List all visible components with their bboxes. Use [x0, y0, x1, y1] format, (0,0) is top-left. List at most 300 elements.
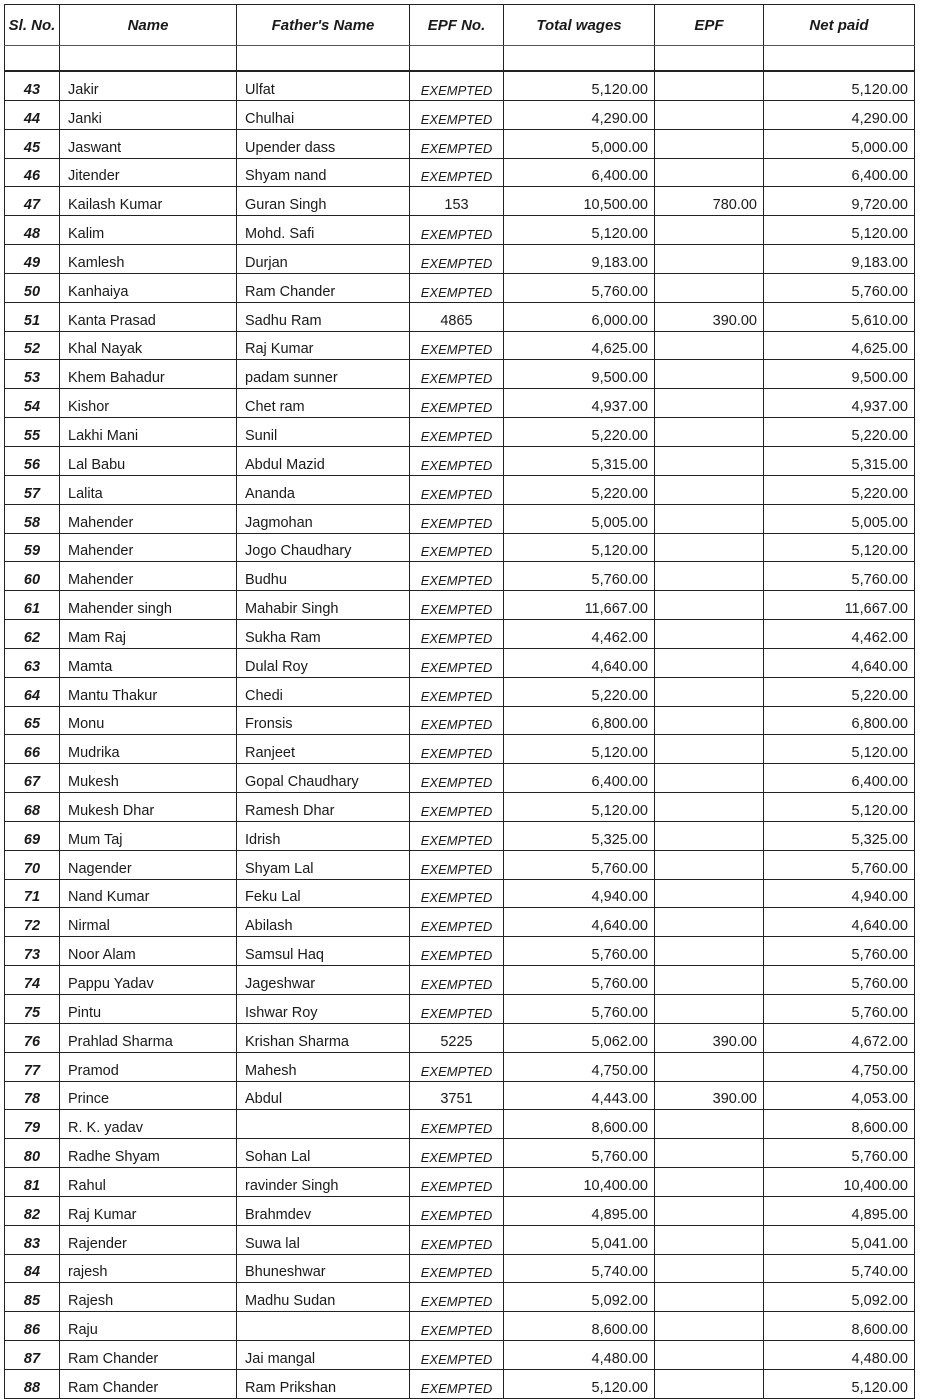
sl-no-cell: 67	[5, 764, 60, 793]
fathers-name-cell: Fronsis	[237, 706, 410, 735]
name-cell: Khem Bahadur	[60, 360, 237, 389]
total-wages-cell: 4,640.00	[504, 908, 655, 937]
table-row	[5, 562, 915, 591]
name-cell: Mantu Thakur	[60, 677, 237, 706]
fathers-name-cell: Ishwar Roy	[237, 995, 410, 1024]
fathers-name-cell: Idrish	[237, 821, 410, 850]
sl-no-cell: 73	[5, 937, 60, 966]
name-cell: Jitender	[60, 158, 237, 187]
epf-no-cell: EXEMPTED	[410, 245, 504, 274]
net-paid-cell: 4,750.00	[764, 1052, 915, 1081]
fathers-name-cell: Abdul	[237, 1081, 410, 1110]
sl-no-cell: 85	[5, 1283, 60, 1312]
epf-cell	[655, 129, 764, 158]
epf-cell	[655, 677, 764, 706]
table-row	[5, 360, 915, 389]
net-paid-cell: 5,760.00	[764, 937, 915, 966]
epf-no-cell: 153	[410, 187, 504, 216]
sl-no-cell: 70	[5, 850, 60, 879]
epf-cell	[655, 1168, 764, 1197]
fathers-name-cell: Ramesh Dhar	[237, 793, 410, 822]
table-row	[5, 821, 915, 850]
net-paid-cell: 5,000.00	[764, 129, 915, 158]
fathers-name-cell: Upender dass	[237, 129, 410, 158]
wages-table	[4, 4, 915, 1399]
fathers-name-cell: Jageshwar	[237, 966, 410, 995]
table-header	[5, 5, 915, 72]
total-wages-cell: 6,400.00	[504, 764, 655, 793]
net-paid-cell: 5,760.00	[764, 562, 915, 591]
sl-no-cell: 51	[5, 302, 60, 331]
epf-no-cell: EXEMPTED	[410, 793, 504, 822]
total-wages-cell: 8,600.00	[504, 1312, 655, 1341]
net-paid-cell: 4,640.00	[764, 908, 915, 937]
fathers-name-cell: Shyam Lal	[237, 850, 410, 879]
total-wages-cell: 5,760.00	[504, 273, 655, 302]
total-wages-cell: 5,000.00	[504, 129, 655, 158]
header-fathers-name: Father's Name	[237, 5, 410, 46]
name-cell: Mukesh Dhar	[60, 793, 237, 822]
net-paid-cell: 4,672.00	[764, 1023, 915, 1052]
net-paid-cell: 10,400.00	[764, 1168, 915, 1197]
table-row	[5, 764, 915, 793]
epf-cell	[655, 100, 764, 129]
net-paid-cell: 5,740.00	[764, 1254, 915, 1283]
epf-no-cell: EXEMPTED	[410, 620, 504, 649]
name-cell: Prahlad Sharma	[60, 1023, 237, 1052]
table-row	[5, 302, 915, 331]
sl-no-cell: 59	[5, 533, 60, 562]
sl-no-cell: 76	[5, 1023, 60, 1052]
net-paid-cell: 6,400.00	[764, 764, 915, 793]
fathers-name-cell: Abilash	[237, 908, 410, 937]
name-cell: Mahender	[60, 504, 237, 533]
table-row	[5, 71, 915, 100]
sl-no-cell: 58	[5, 504, 60, 533]
table-row	[5, 966, 915, 995]
sl-no-cell: 66	[5, 735, 60, 764]
name-cell: Jaswant	[60, 129, 237, 158]
sl-no-cell: 80	[5, 1139, 60, 1168]
table-row	[5, 245, 915, 274]
total-wages-cell: 5,120.00	[504, 533, 655, 562]
fathers-name-cell: Mahesh	[237, 1052, 410, 1081]
net-paid-cell: 4,940.00	[764, 879, 915, 908]
name-cell: Kishor	[60, 389, 237, 418]
net-paid-cell: 5,092.00	[764, 1283, 915, 1312]
epf-no-cell: EXEMPTED	[410, 360, 504, 389]
total-wages-cell: 5,005.00	[504, 504, 655, 533]
epf-no-cell: EXEMPTED	[410, 1052, 504, 1081]
total-wages-cell: 11,667.00	[504, 591, 655, 620]
total-wages-cell: 4,625.00	[504, 331, 655, 360]
epf-no-cell: EXEMPTED	[410, 706, 504, 735]
epf-cell	[655, 620, 764, 649]
table-row	[5, 1369, 915, 1398]
table-row	[5, 1341, 915, 1370]
epf-cell	[655, 591, 764, 620]
total-wages-cell: 5,120.00	[504, 216, 655, 245]
epf-no-cell: EXEMPTED	[410, 418, 504, 447]
table-row	[5, 677, 915, 706]
table-row	[5, 995, 915, 1024]
fathers-name-cell: Abdul Mazid	[237, 446, 410, 475]
sl-no-cell: 79	[5, 1110, 60, 1139]
table-row	[5, 1312, 915, 1341]
name-cell: Rahul	[60, 1168, 237, 1197]
fathers-name-cell: Jogo Chaudhary	[237, 533, 410, 562]
net-paid-cell: 5,041.00	[764, 1225, 915, 1254]
net-paid-cell: 5,760.00	[764, 995, 915, 1024]
sl-no-cell: 69	[5, 821, 60, 850]
name-cell: Mam Raj	[60, 620, 237, 649]
header-epf: EPF	[655, 5, 764, 46]
total-wages-cell: 10,500.00	[504, 187, 655, 216]
table-row	[5, 591, 915, 620]
epf-cell	[655, 735, 764, 764]
name-cell: Mahender	[60, 562, 237, 591]
epf-cell	[655, 850, 764, 879]
total-wages-cell: 4,290.00	[504, 100, 655, 129]
table-row	[5, 648, 915, 677]
net-paid-cell: 5,760.00	[764, 273, 915, 302]
epf-no-cell: EXEMPTED	[410, 71, 504, 100]
fathers-name-cell: Sukha Ram	[237, 620, 410, 649]
table-row	[5, 331, 915, 360]
epf-cell	[655, 360, 764, 389]
fathers-name-cell: Suwa lal	[237, 1225, 410, 1254]
total-wages-cell: 5,092.00	[504, 1283, 655, 1312]
epf-no-cell: EXEMPTED	[410, 764, 504, 793]
epf-no-cell: EXEMPTED	[410, 216, 504, 245]
table-row	[5, 1225, 915, 1254]
fathers-name-cell: Sohan Lal	[237, 1139, 410, 1168]
table-row	[5, 158, 915, 187]
epf-no-cell: EXEMPTED	[410, 648, 504, 677]
epf-no-cell: EXEMPTED	[410, 1254, 504, 1283]
sl-no-cell: 47	[5, 187, 60, 216]
total-wages-cell: 4,480.00	[504, 1341, 655, 1370]
sl-no-cell: 64	[5, 677, 60, 706]
epf-cell	[655, 331, 764, 360]
name-cell: Kanhaiya	[60, 273, 237, 302]
sl-no-cell: 56	[5, 446, 60, 475]
epf-no-cell: EXEMPTED	[410, 591, 504, 620]
fathers-name-cell: ravinder Singh	[237, 1168, 410, 1197]
total-wages-cell: 5,120.00	[504, 735, 655, 764]
sl-no-cell: 49	[5, 245, 60, 274]
fathers-name-cell: Mahabir Singh	[237, 591, 410, 620]
total-wages-cell: 5,062.00	[504, 1023, 655, 1052]
epf-no-cell: EXEMPTED	[410, 850, 504, 879]
name-cell: Lalita	[60, 475, 237, 504]
fathers-name-cell: Krishan Sharma	[237, 1023, 410, 1052]
net-paid-cell: 8,600.00	[764, 1110, 915, 1139]
total-wages-cell: 4,750.00	[504, 1052, 655, 1081]
name-cell: R. K. yadav	[60, 1110, 237, 1139]
table-row	[5, 1196, 915, 1225]
total-wages-cell: 4,443.00	[504, 1081, 655, 1110]
header-epf-no: EPF No.	[410, 5, 504, 46]
net-paid-cell: 5,120.00	[764, 735, 915, 764]
epf-cell	[655, 1110, 764, 1139]
epf-cell	[655, 562, 764, 591]
sl-no-cell: 83	[5, 1225, 60, 1254]
epf-no-cell: EXEMPTED	[410, 129, 504, 158]
table-row	[5, 850, 915, 879]
sl-no-cell: 57	[5, 475, 60, 504]
epf-cell	[655, 1052, 764, 1081]
fathers-name-cell: Madhu Sudan	[237, 1283, 410, 1312]
epf-cell	[655, 1341, 764, 1370]
epf-cell	[655, 793, 764, 822]
fathers-name-cell	[237, 1110, 410, 1139]
total-wages-cell: 5,315.00	[504, 446, 655, 475]
sl-no-cell: 45	[5, 129, 60, 158]
net-paid-cell: 4,625.00	[764, 331, 915, 360]
epf-cell	[655, 648, 764, 677]
epf-cell: 390.00	[655, 1023, 764, 1052]
table-row	[5, 793, 915, 822]
epf-no-cell: EXEMPTED	[410, 158, 504, 187]
table-row	[5, 1254, 915, 1283]
total-wages-cell: 5,760.00	[504, 850, 655, 879]
net-paid-cell: 5,220.00	[764, 677, 915, 706]
net-paid-cell: 5,325.00	[764, 821, 915, 850]
epf-cell	[655, 1312, 764, 1341]
net-paid-cell: 9,720.00	[764, 187, 915, 216]
epf-cell	[655, 475, 764, 504]
net-paid-cell: 5,760.00	[764, 850, 915, 879]
sl-no-cell: 54	[5, 389, 60, 418]
sl-no-cell: 63	[5, 648, 60, 677]
net-paid-cell: 4,937.00	[764, 389, 915, 418]
net-paid-cell: 4,462.00	[764, 620, 915, 649]
name-cell: Noor Alam	[60, 937, 237, 966]
total-wages-cell: 9,183.00	[504, 245, 655, 274]
fathers-name-cell: Brahmdev	[237, 1196, 410, 1225]
name-cell: Rajender	[60, 1225, 237, 1254]
name-cell: Raju	[60, 1312, 237, 1341]
epf-cell	[655, 966, 764, 995]
table-row	[5, 533, 915, 562]
name-cell: Lal Babu	[60, 446, 237, 475]
name-cell: Mahender	[60, 533, 237, 562]
total-wages-cell: 5,760.00	[504, 1139, 655, 1168]
header-total-wages: Total wages	[504, 5, 655, 46]
fathers-name-cell: Samsul Haq	[237, 937, 410, 966]
epf-no-cell: EXEMPTED	[410, 1369, 504, 1398]
sl-no-cell: 82	[5, 1196, 60, 1225]
table-row	[5, 937, 915, 966]
epf-cell	[655, 1225, 764, 1254]
epf-no-cell: EXEMPTED	[410, 937, 504, 966]
fathers-name-cell: Dulal Roy	[237, 648, 410, 677]
epf-cell	[655, 1196, 764, 1225]
net-paid-cell: 6,800.00	[764, 706, 915, 735]
sl-no-cell: 74	[5, 966, 60, 995]
epf-no-cell: 4865	[410, 302, 504, 331]
fathers-name-cell: Ulfat	[237, 71, 410, 100]
fathers-name-cell	[237, 1312, 410, 1341]
net-paid-cell: 5,120.00	[764, 1369, 915, 1398]
epf-cell: 780.00	[655, 187, 764, 216]
epf-cell	[655, 1139, 764, 1168]
epf-no-cell: EXEMPTED	[410, 879, 504, 908]
name-cell: Nagender	[60, 850, 237, 879]
sl-no-cell: 77	[5, 1052, 60, 1081]
epf-no-cell: EXEMPTED	[410, 446, 504, 475]
sl-no-cell: 46	[5, 158, 60, 187]
name-cell: Raj Kumar	[60, 1196, 237, 1225]
sl-no-cell: 78	[5, 1081, 60, 1110]
epf-no-cell: EXEMPTED	[410, 1139, 504, 1168]
sl-no-cell: 75	[5, 995, 60, 1024]
total-wages-cell: 5,760.00	[504, 995, 655, 1024]
net-paid-cell: 9,500.00	[764, 360, 915, 389]
fathers-name-cell: Chulhai	[237, 100, 410, 129]
epf-cell	[655, 216, 764, 245]
net-paid-cell: 5,760.00	[764, 966, 915, 995]
table-row	[5, 1052, 915, 1081]
epf-cell	[655, 533, 764, 562]
epf-no-cell: EXEMPTED	[410, 908, 504, 937]
fathers-name-cell: Mohd. Safi	[237, 216, 410, 245]
table-row	[5, 100, 915, 129]
name-cell: Khal Nayak	[60, 331, 237, 360]
name-cell: Kamlesh	[60, 245, 237, 274]
sl-no-cell: 68	[5, 793, 60, 822]
epf-no-cell: 5225	[410, 1023, 504, 1052]
total-wages-cell: 4,640.00	[504, 648, 655, 677]
total-wages-cell: 9,500.00	[504, 360, 655, 389]
epf-no-cell: EXEMPTED	[410, 1225, 504, 1254]
header-net-paid: Net paid	[764, 5, 915, 46]
epf-no-cell: EXEMPTED	[410, 504, 504, 533]
epf-no-cell: EXEMPTED	[410, 995, 504, 1024]
name-cell: Monu	[60, 706, 237, 735]
epf-no-cell: EXEMPTED	[410, 966, 504, 995]
table-row	[5, 879, 915, 908]
net-paid-cell: 5,005.00	[764, 504, 915, 533]
net-paid-cell: 11,667.00	[764, 591, 915, 620]
name-cell: Mahender singh	[60, 591, 237, 620]
total-wages-cell: 5,120.00	[504, 71, 655, 100]
header-sl-no: Sl. No.	[5, 5, 60, 46]
epf-no-cell: EXEMPTED	[410, 735, 504, 764]
table-row	[5, 216, 915, 245]
name-cell: Pintu	[60, 995, 237, 1024]
name-cell: Mukesh	[60, 764, 237, 793]
epf-no-cell: EXEMPTED	[410, 331, 504, 360]
epf-cell	[655, 821, 764, 850]
name-cell: Ram Chander	[60, 1369, 237, 1398]
table-row	[5, 504, 915, 533]
name-cell: Pramod	[60, 1052, 237, 1081]
epf-no-cell: EXEMPTED	[410, 1283, 504, 1312]
net-paid-cell: 4,480.00	[764, 1341, 915, 1370]
epf-cell	[655, 1254, 764, 1283]
epf-cell	[655, 418, 764, 447]
fathers-name-cell: Gopal Chaudhary	[237, 764, 410, 793]
net-paid-cell: 5,120.00	[764, 216, 915, 245]
total-wages-cell: 10,400.00	[504, 1168, 655, 1197]
epf-cell	[655, 1369, 764, 1398]
name-cell: Jakir	[60, 71, 237, 100]
sl-no-cell: 72	[5, 908, 60, 937]
fathers-name-cell: Ananda	[237, 475, 410, 504]
name-cell: Ram Chander	[60, 1341, 237, 1370]
fathers-name-cell: Chet ram	[237, 389, 410, 418]
epf-cell	[655, 764, 764, 793]
total-wages-cell: 5,220.00	[504, 418, 655, 447]
net-paid-cell: 4,895.00	[764, 1196, 915, 1225]
net-paid-cell: 5,610.00	[764, 302, 915, 331]
fathers-name-cell: Ranjeet	[237, 735, 410, 764]
total-wages-cell: 5,041.00	[504, 1225, 655, 1254]
epf-cell	[655, 937, 764, 966]
epf-cell	[655, 706, 764, 735]
net-paid-cell: 4,053.00	[764, 1081, 915, 1110]
net-paid-cell: 8,600.00	[764, 1312, 915, 1341]
table-row	[5, 908, 915, 937]
epf-no-cell: EXEMPTED	[410, 1341, 504, 1370]
epf-no-cell: EXEMPTED	[410, 562, 504, 591]
total-wages-cell: 5,740.00	[504, 1254, 655, 1283]
table-row	[5, 1139, 915, 1168]
fathers-name-cell: Jagmohan	[237, 504, 410, 533]
table-row	[5, 1110, 915, 1139]
epf-cell	[655, 71, 764, 100]
fathers-name-cell: Ram Chander	[237, 273, 410, 302]
name-cell: Mum Taj	[60, 821, 237, 850]
table-body	[5, 71, 915, 1398]
epf-no-cell: EXEMPTED	[410, 821, 504, 850]
total-wages-cell: 5,120.00	[504, 793, 655, 822]
net-paid-cell: 5,120.00	[764, 533, 915, 562]
name-cell: Prince	[60, 1081, 237, 1110]
total-wages-cell: 6,800.00	[504, 706, 655, 735]
sl-no-cell: 44	[5, 100, 60, 129]
table-row	[5, 475, 915, 504]
name-cell: Kalim	[60, 216, 237, 245]
net-paid-cell: 5,120.00	[764, 793, 915, 822]
epf-cell	[655, 273, 764, 302]
total-wages-cell: 5,760.00	[504, 562, 655, 591]
name-cell: Rajesh	[60, 1283, 237, 1312]
name-cell: Nirmal	[60, 908, 237, 937]
fathers-name-cell: Bhuneshwar	[237, 1254, 410, 1283]
total-wages-cell: 5,760.00	[504, 966, 655, 995]
sl-no-cell: 81	[5, 1168, 60, 1197]
sl-no-cell: 87	[5, 1341, 60, 1370]
table-row	[5, 389, 915, 418]
total-wages-cell: 4,462.00	[504, 620, 655, 649]
total-wages-cell: 5,760.00	[504, 937, 655, 966]
fathers-name-cell: Jai mangal	[237, 1341, 410, 1370]
net-paid-cell: 5,760.00	[764, 1139, 915, 1168]
epf-cell: 390.00	[655, 1081, 764, 1110]
name-cell: Kailash Kumar	[60, 187, 237, 216]
table-row	[5, 129, 915, 158]
name-cell: Nand Kumar	[60, 879, 237, 908]
name-cell: Radhe Shyam	[60, 1139, 237, 1168]
epf-cell	[655, 245, 764, 274]
table-row	[5, 1081, 915, 1110]
net-paid-cell: 4,290.00	[764, 100, 915, 129]
epf-no-cell: EXEMPTED	[410, 273, 504, 302]
epf-cell: 390.00	[655, 302, 764, 331]
